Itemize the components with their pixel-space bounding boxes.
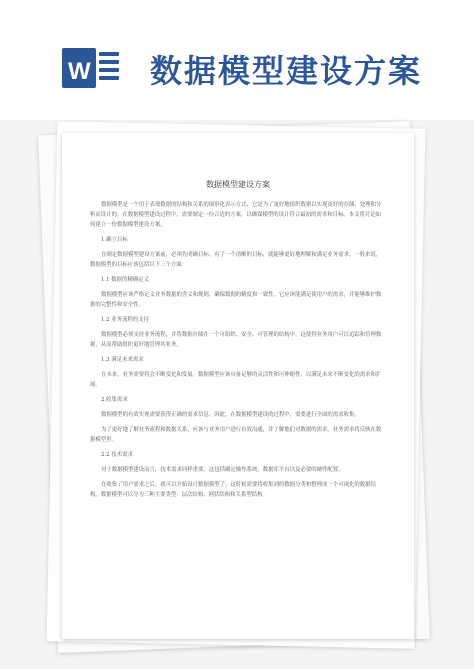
section-heading: 1.确立目标	[101, 237, 128, 243]
section-heading: 1.2 业务流程的支持	[101, 317, 150, 323]
section-heading: 1.3 满足未来需求	[101, 357, 144, 363]
document-title: 数据模型建设方案	[206, 180, 270, 189]
paragraph: 在制定数据模型建设方案前，必须先明确目标。有了一个清晰的目标，就能够更好地理解和满足业务需求。一般来说，数据模型的目标应该包括以下三个方面：	[90, 252, 382, 268]
paragraph: 数据模型应该严格定义业务数据的含义和规则，确保数据的精度和一致性。它应该能满足使用户的需求，并能够维护数据的完整性和安全性。	[90, 292, 382, 308]
document-body	[90, 179, 386, 505]
paragraph: 数据模型的有效实现需要获得正确的需求信息。因此，在数据模型建设的过程中，需要进行全面的需求收集。	[101, 412, 360, 418]
section-heading: 1.1 数据的精确定义	[101, 277, 150, 283]
word-icon-letter: W	[68, 58, 91, 85]
paragraph: 对于数据模型建设而言，技术需求同样重要。这包括确定操作系统、数据库平台以及必要的硬件配置。	[101, 467, 344, 473]
document-page	[62, 133, 414, 639]
word-icon-lines	[99, 52, 119, 84]
header-banner	[0, 0, 474, 115]
section-heading: 2.收集需求	[101, 397, 128, 403]
paragraph: 为了更好地了解业务流程和数据关系，应该与业务用户进行有效沟通，并了解他们对数据的需求。业务需求将反映在数据模型里。	[90, 427, 382, 443]
paragraph: 在收集了用户需求之后，就可以开始设计数据模型了。这时候需要将收集到的数据分类和整理成一个可视化的数据结构。数据模型可以分为三种主要类型：层次结构、网状结构和关系型结构。	[90, 482, 376, 498]
paragraph: 数据模型必须支持业务流程，并将数据存储在一个可组织、安全、可管理的结构中，这使得业务用户可以追踪和管理数据，从而帮助组织更好地管理其业务。	[90, 332, 382, 348]
document-blocks	[90, 200, 386, 500]
section-heading: 2.2 技术需求	[101, 452, 133, 458]
page-title: 数据模型建设方案	[150, 52, 423, 90]
word-icon	[62, 44, 122, 94]
word-icon-box	[62, 48, 96, 88]
paragraph: 数据模型是一个用于表现数据的结构和关系的图形化表示方式，它是为了更好地组织数据以实现更好的存储、处理和分析而设计的。在数据模型建设过程中，需要制定一份合适的方案，以确保模型的设计符合最初的需求和目标。本文将讨论如何建立一份数据模型建设方案。	[90, 202, 382, 228]
paragraph: 在未来，业务需要将会不断变化和发展。数据模型应该具备足够的灵活性和可伸缩性，以满足未来不断变化的需求和扩展。	[90, 372, 382, 388]
